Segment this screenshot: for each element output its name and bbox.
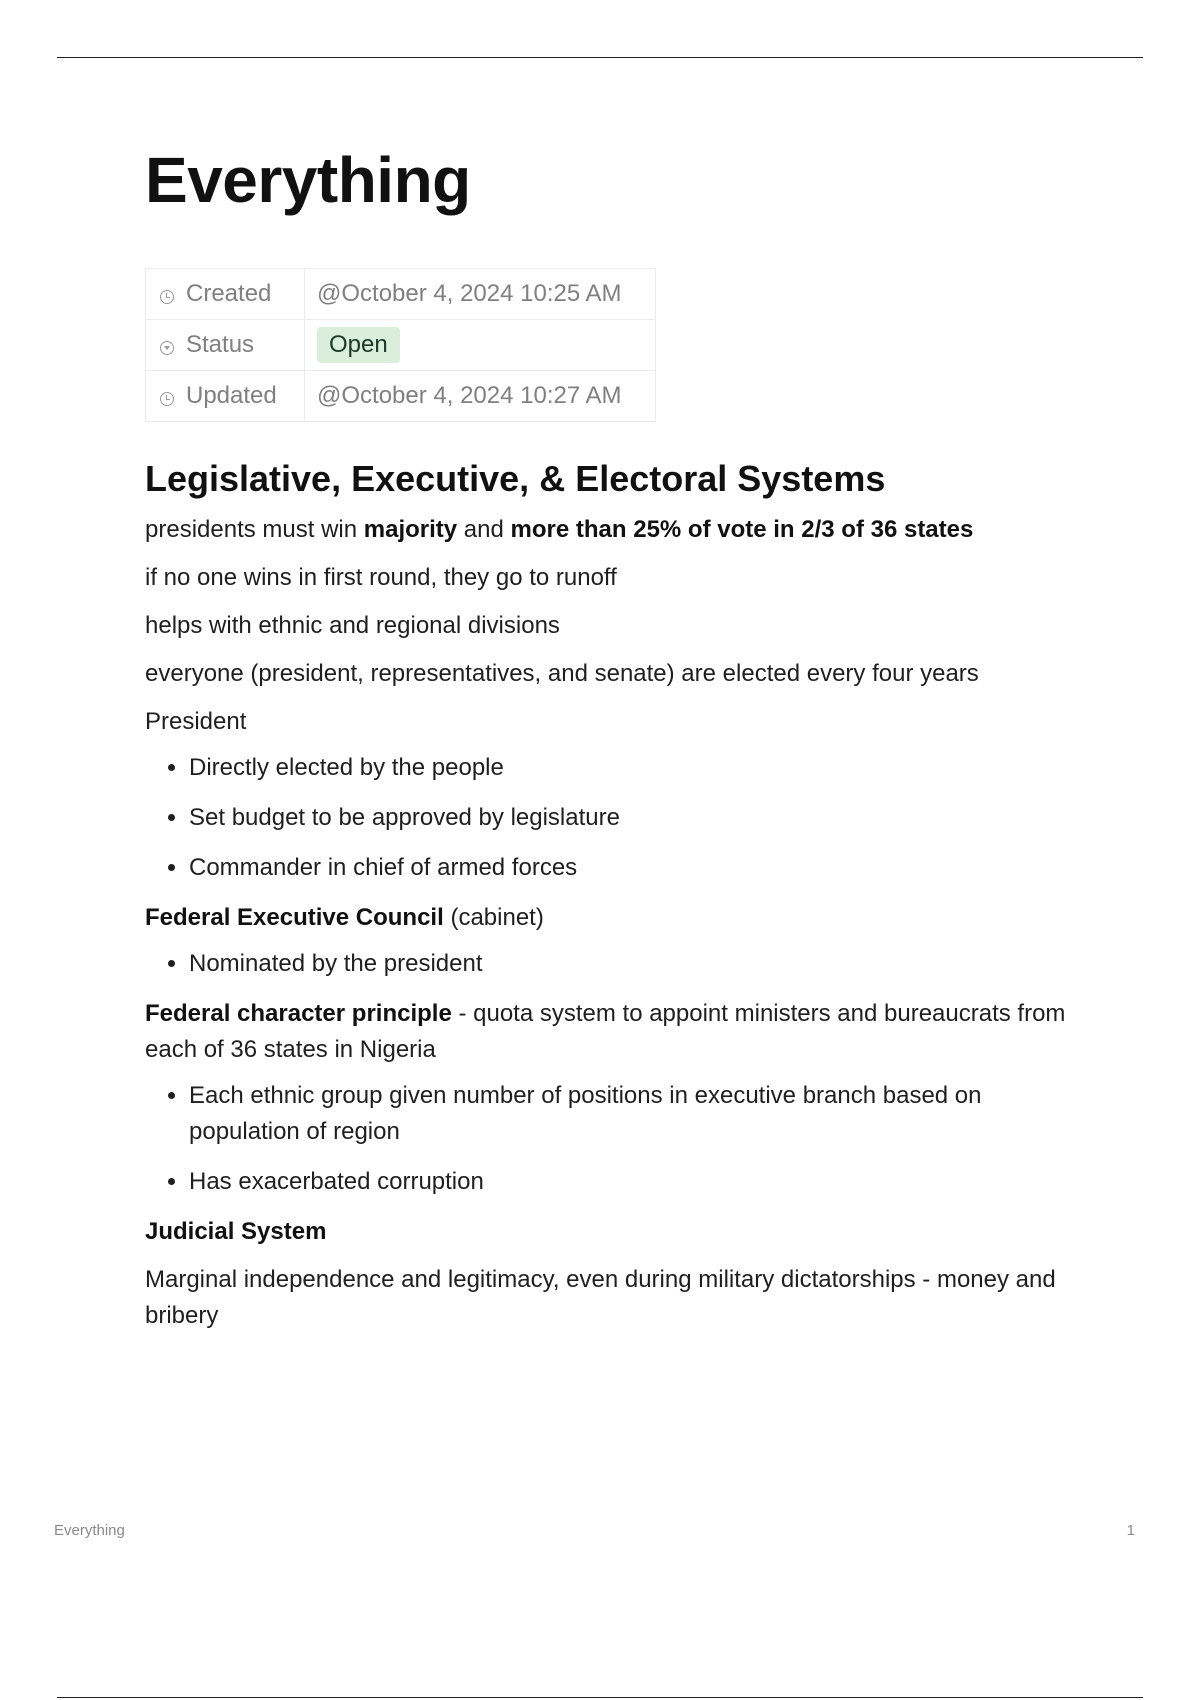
paragraph-president: President — [145, 708, 247, 735]
list-item: • Directly elected by the people — [189, 750, 1090, 786]
property-value[interactable]: @October 4, 2024 10:25 AM — [305, 269, 656, 320]
list-item: • Commander in chief of armed forces — [189, 850, 1090, 886]
paragraph-fcp — [145, 996, 1090, 1068]
text-run: - quota system to appoint ministers and bureaucrats from each of 36 states in Nigeria — [145, 1000, 1066, 1063]
fcp-list — [145, 1078, 1090, 1200]
status-icon — [160, 341, 174, 355]
text-run: and — [457, 516, 511, 543]
property-label: Created — [186, 280, 272, 307]
text-run: (cabinet) — [443, 904, 544, 931]
paragraph-fec — [145, 900, 1090, 936]
paragraph-terms: everyone (president, representatives, and senate) are elected every four years — [145, 660, 979, 687]
page-number: 1 — [1126, 1522, 1135, 1539]
paragraph-runoff: if no one wins in first round, they go to runoff — [145, 564, 617, 591]
bold-text: Judicial System — [145, 1218, 327, 1245]
list-item: • Each ethnic group given number of positions in executive branch based on population of region — [189, 1078, 1090, 1150]
property-label: Updated — [186, 382, 277, 409]
top-rule — [57, 57, 1143, 58]
list-item: • Set budget to be approved by legislature — [189, 800, 1090, 836]
property-row-status — [146, 320, 656, 371]
property-value[interactable]: @October 4, 2024 10:27 AM — [305, 371, 656, 422]
clock-icon — [160, 392, 174, 406]
paragraph-election-rule — [145, 512, 1090, 548]
footer-title: Everything — [54, 1522, 125, 1539]
bold-text: majority — [363, 516, 458, 543]
property-key — [146, 320, 305, 371]
text-run: presidents must win — [145, 516, 364, 543]
property-row-updated — [146, 371, 656, 422]
bold-text: Federal Executive Council — [145, 904, 444, 931]
paragraph-divisions: helps with ethnic and regional divisions — [145, 612, 560, 639]
bottom-rule — [57, 1697, 1143, 1698]
page-content — [145, 140, 1090, 1334]
property-label: Status — [186, 331, 255, 358]
paragraph-judicial-heading — [145, 1214, 1090, 1250]
status-badge[interactable]: Open — [317, 327, 400, 363]
bold-text: more than 25% of vote in 2/3 of 36 states — [510, 516, 974, 543]
properties-table — [145, 268, 656, 422]
list-item: • Nominated by the president — [189, 946, 1090, 982]
bold-text: Federal character principle — [145, 1000, 452, 1027]
president-list — [145, 750, 1090, 886]
section-heading: Legislative, Executive, & Electoral Systems — [145, 458, 886, 499]
fec-list — [145, 946, 1090, 982]
paragraph-judicial: Marginal independence and legitimacy, even during military dictatorships - money and bribery — [145, 1266, 1056, 1329]
list-item: • Has exacerbated corruption — [189, 1164, 1090, 1200]
property-key — [146, 269, 305, 320]
page-title: Everything — [145, 144, 471, 216]
property-row-created — [146, 269, 656, 320]
property-value — [305, 320, 656, 371]
property-key — [146, 371, 305, 422]
clock-icon — [160, 290, 174, 304]
